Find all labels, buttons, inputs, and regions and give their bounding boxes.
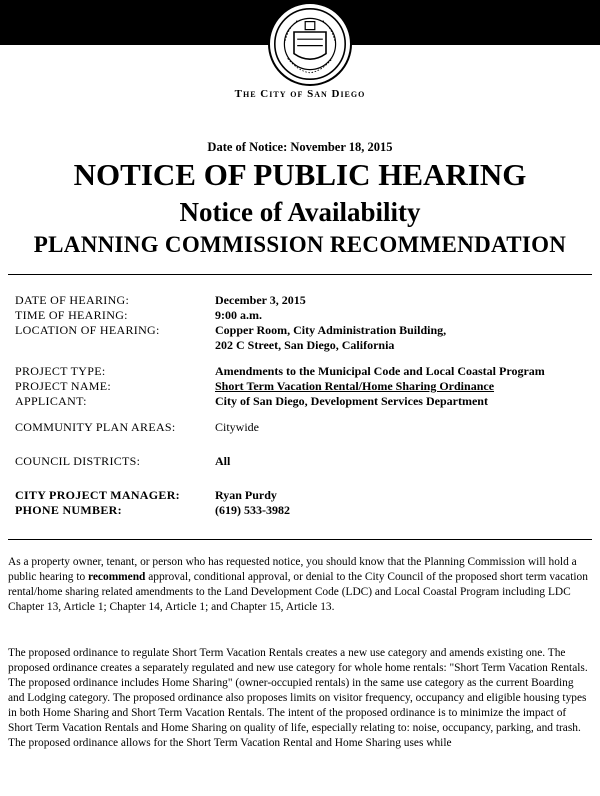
plan-areas-label: COMMUNITY PLAN AREAS: [15,420,176,434]
date-label: DATE OF HEARING: [15,293,130,307]
date-value: December 3, 2015 [215,293,306,307]
time-value: 9:00 a.m. [215,308,262,322]
row-districts [15,454,590,469]
paragraph-1-end: approval, conditional approval, or denial to the City Council of the proposed short term vacation rental/home sharing related amendments to the Land Development Code (LDC) and Local Coastal Program including LDC Chapter 13, Article 1; Chapter 14, Article 1; and Chapter 15, Article 13. [8,571,588,613]
phone-value: (619) 533-3982 [215,503,290,517]
title-commission-recommendation: PLANNING COMMISSION RECOMMENDATION [33,232,567,257]
divider-bottom [8,539,592,540]
paragraph-1-start: As a property owner, tenant, or person who has requested notice, you should know that the Planning Commission will hold a public hearing to [8,556,577,583]
project-name-value: Short Term Vacation Rental/Home Sharing Ordinance [215,379,495,393]
spacer [15,409,590,420]
districts-label: COUNCIL DISTRICTS: [15,454,141,468]
location-value-2: 202 C Street, San Diego, California [215,338,395,352]
row-project-type [15,364,590,379]
empty-label [15,338,215,353]
city-name: The City of San Diego [234,88,366,100]
row-date [15,293,590,308]
spacer [15,480,590,488]
row-manager [15,488,590,503]
row-project-name [15,379,590,394]
project-type-label: PROJECT TYPE: [15,364,106,378]
phone-label: PHONE NUMBER: [15,503,122,517]
title-notice-availability: Notice of Availability [179,197,421,227]
spacer [15,435,590,446]
notice-date: Date of Notice: November 18, 2015 [207,140,393,154]
paragraph-1 [8,555,592,615]
districts-value: All [215,454,231,468]
manager-label: CITY PROJECT MANAGER: [15,488,180,502]
paragraph-notice [8,555,592,615]
title-public-hearing: NOTICE OF PUBLIC HEARING [73,157,527,192]
project-name-label: PROJECT NAME: [15,379,112,393]
project-name-cell [215,379,590,394]
divider-top [8,274,592,275]
spacer [15,446,590,454]
hearing-info [15,293,590,518]
row-plan-areas [15,420,590,435]
manager-value: Ryan Purdy [215,488,277,502]
paragraph-ordinance [8,646,592,751]
paragraph-2: The proposed ordinance to regulate Short Term Vacation Rentals creates a new use category and amends existing one. The proposed ordinance creates a separately regulated and new use category for whole home rentals: "Short Term Vacation Rentals. The proposed ordinance includes Home Sharing" (owner-occupied rentals) in the same use category as the current Boarding and Lodging category. The proposed ordinance also proposes limits on visitor frequency, occupancy and eligible housing types in both Home Sharing and Short Term Vacation Rentals. The intent of the proposed ordinance is to minimize the impact of Short Term Vacation Rentals and Home Sharing on quality of life, especially relating to: noise, occupancy, parking, and trash. The proposed ordinance allows for the Short Term Vacation Rental and Home Sharing uses while [8,647,588,749]
seal-graphic [270,4,350,84]
applicant-value: City of San Diego, Development Services Department [215,394,488,408]
location-label: LOCATION OF HEARING: [15,323,160,337]
project-type-value: Amendments to the Municipal Code and Local Coastal Program [215,364,545,378]
spacer [15,469,590,480]
city-seal-icon [268,2,352,86]
row-location [15,323,590,338]
time-label: TIME OF HEARING: [15,308,128,322]
spacer [15,353,590,364]
applicant-label: APPLICANT: [15,394,87,408]
paragraph-1-bold: recommend [88,571,146,583]
row-time [15,308,590,323]
location-value-1: Copper Room, City Administration Building, [215,323,447,337]
plan-areas-value: Citywide [215,420,259,434]
row-applicant [15,394,590,409]
row-location-2 [15,338,590,353]
row-phone [15,503,590,518]
